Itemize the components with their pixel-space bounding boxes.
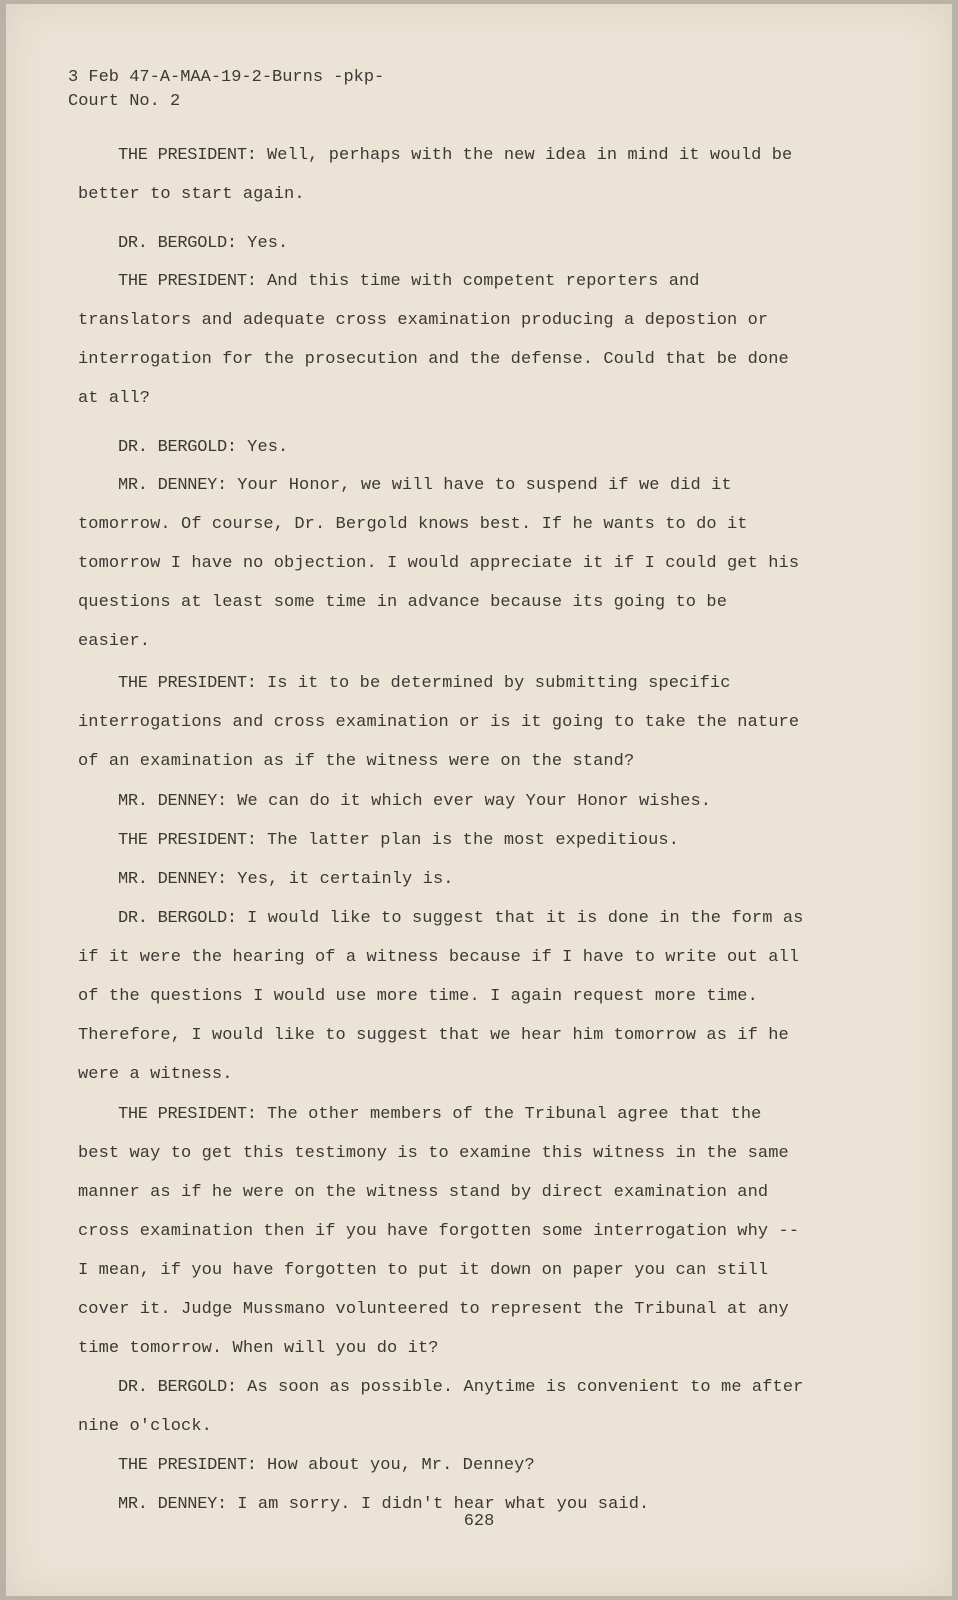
speech-text: The other members of the Tribunal agree that the best way to get this testimony is to examine this witness in the same manner as if he were on the witness stand by direct examination and cross examination then if you have forgotten some interrogation why -- I mean, if you have forgotten to put it down on paper you can still cover it. Judge Mussmano volunteered to represent the Tribunal at any time tomorrow. When will you do it? <box>78 1105 800 1358</box>
transcript-paragraph <box>78 1095 808 1368</box>
speaker-label: MR. DENNEY: <box>118 792 227 811</box>
transcript-paragraph <box>78 1446 808 1485</box>
speaker-label: THE PRESIDENT: <box>118 831 257 850</box>
speech-text: And this time with competent reporters and translators and adequate cross examination producing a depostion or interrogation for the prosecution and the defense. Could that be done at all? <box>78 272 789 408</box>
speech-text: The latter plan is the most expeditious. <box>266 831 680 850</box>
speech-text: Yes. <box>247 438 289 457</box>
speaker-label: DR. BERGOLD: <box>118 1378 237 1397</box>
transcript-paragraph <box>78 466 808 661</box>
speaker-label: MR. DENNEY: <box>118 870 227 889</box>
speech-text: I am sorry. I didn't hear what you said. <box>237 1495 650 1514</box>
transcript-paragraph <box>78 136 808 214</box>
transcript-paragraph <box>78 224 808 263</box>
transcript-paragraph <box>78 428 808 467</box>
transcript-paragraph <box>78 899 808 1094</box>
speaker-label: THE PRESIDENT: <box>118 272 257 291</box>
speech-text: Well, perhaps with the new idea in mind it would be better to start again. <box>78 146 793 204</box>
header-court: Court No. 2 <box>68 92 181 111</box>
speaker-label: THE PRESIDENT: <box>118 1456 257 1475</box>
speech-text: Your Honor, we will have to suspend if we did it tomorrow. Of course, Dr. Bergold knows best. If he wants to do it tomorrow I have no objection. I would appreciate it if I could get his questions at least some time in advance because its going to be easier. <box>78 476 800 651</box>
speaker-label: THE PRESIDENT: <box>118 1105 257 1124</box>
speech-text: How about you, Mr. Denney? <box>266 1456 535 1475</box>
header-reference: 3 Feb 47-A-MAA-19-2-Burns -pkp- <box>68 68 385 87</box>
speech-text: Is it to be determined by submitting specific interrogations and cross examination or is it going to take the nature of an examination as if the witness were on the stand? <box>78 674 800 771</box>
speaker-label: MR. DENNEY: <box>118 1495 227 1514</box>
speaker-label: THE PRESIDENT: <box>118 674 257 693</box>
speaker-label: DR. BERGOLD: <box>118 438 237 457</box>
document-header <box>68 66 384 114</box>
speech-text: We can do it which ever way Your Honor wishes. <box>237 792 712 811</box>
transcript-paragraph <box>78 782 808 821</box>
document-page <box>6 4 952 1596</box>
speech-text: I would like to suggest that it is done in the form as if it were the hearing of a witness because if I have to write out all of the questions I would use more time. I again request more time. Therefore, I would like to suggest that we hear him tomorrow as if he were a witness. <box>78 909 804 1084</box>
transcript-paragraph <box>78 860 808 899</box>
speaker-label: DR. BERGOLD: <box>118 234 237 253</box>
transcript-paragraph <box>78 664 808 781</box>
transcript-paragraph <box>78 262 808 418</box>
speaker-label: DR. BERGOLD: <box>118 909 237 928</box>
speaker-label: THE PRESIDENT: <box>118 146 257 165</box>
speech-text: Yes. <box>247 234 289 253</box>
speaker-label: MR. DENNEY: <box>118 476 227 495</box>
page-number: 628 <box>463 1512 495 1531</box>
speech-text: Yes, it certainly is. <box>237 870 454 889</box>
transcript-paragraph <box>78 1368 808 1446</box>
speech-text: As soon as possible. Anytime is convenient to me after nine o'clock. <box>78 1378 804 1436</box>
transcript-paragraph <box>78 821 808 860</box>
